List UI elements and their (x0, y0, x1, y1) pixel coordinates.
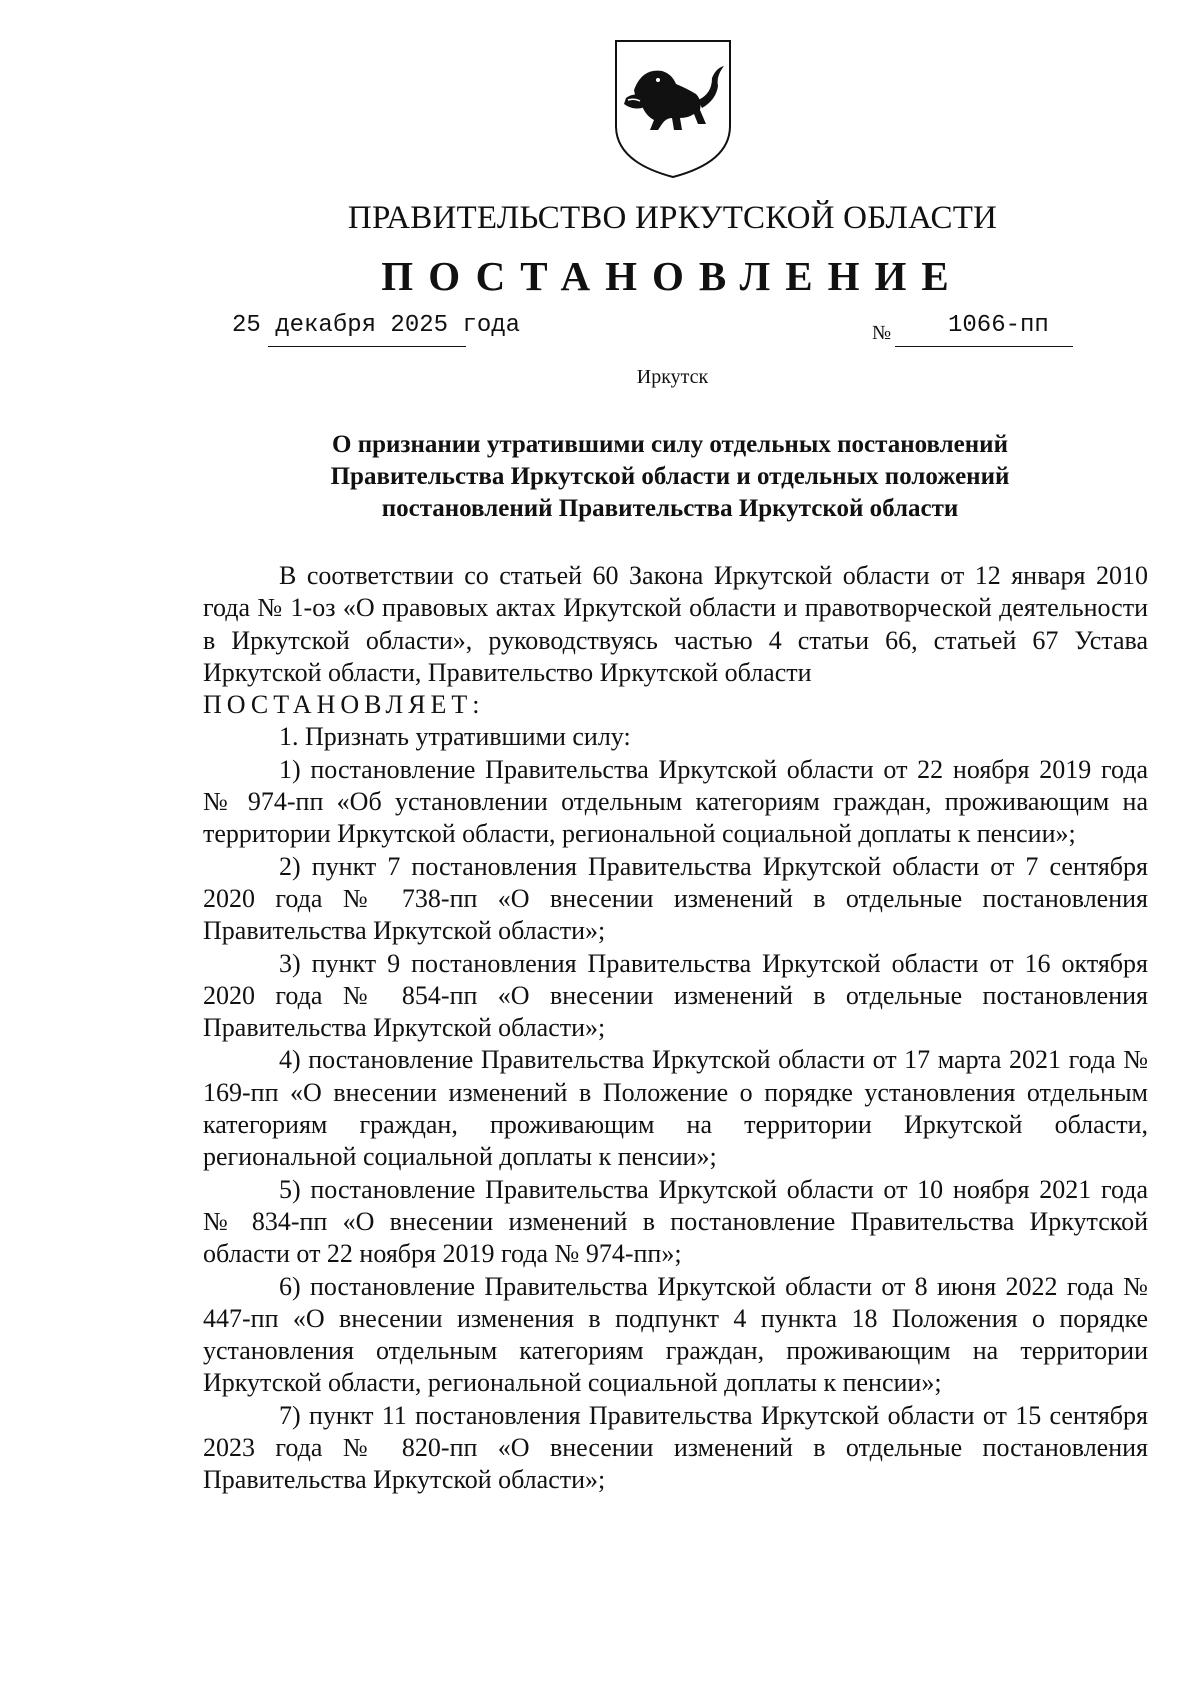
date-underline (268, 346, 466, 347)
document-body (203, 560, 1148, 1497)
document-number: 1066-пп (948, 312, 1049, 339)
subitem-5: 5) постановление Правительства Иркутской области от 10 ноября 2021 года № 834-пп «О внесении изменений в постановление Правительства Иркутской области от 22 ноября 2019 года № 974-пп»; (203, 1174, 1148, 1269)
document-date: 25 декабря 2025 года (232, 312, 521, 339)
subitem-3: 3) пункт 9 постановления Правительства Иркутской области от 16 октября 2020 года № 854-пп «О внесении изменений в отдельные постановления Правительства Иркутской области»; (203, 948, 1148, 1043)
irkutsk-coat-of-arms-icon (612, 38, 734, 180)
preamble-paragraph: В соответствии со статьей 60 Закона Иркутской области от 12 января 2010 года № 1-оз «О правовых актах Иркутской области и правотворческой деятельности в Иркутской области», руководствуясь частью 4 статьи 66, статьей 67 Устава Иркутской области, Правительство Иркутской области (203, 561, 1148, 687)
title-line: Правительства Иркутской области и отдельных положений (330, 463, 1010, 490)
subitem-2: 2) пункт 7 постановления Правительства Иркутской области от 7 сентября 2020 года № 738-пп «О внесении изменений в отдельные постановления Правительства Иркутской области»; (203, 851, 1148, 946)
title-line: О признании утратившими силу отдельных постановлений (332, 431, 1008, 458)
subitem-4: 4) постановление Правительства Иркутской области от 17 марта 2021 года № 169-пп «О внесении изменений в Положение о порядке установления отдельным категориям граждан, проживающим на территории Иркутской области, региональной социальной доплаты к пенсии»; (203, 1045, 1148, 1172)
document-title (240, 429, 1100, 525)
decree-word: ПОСТАНОВЛЯЕТ: (203, 690, 485, 720)
number-underline (895, 346, 1073, 347)
subitem-7: 7) пункт 11 постановления Правительства Иркутской области от 15 сентября 2023 года № 820-пп «О внесении изменений в отдельные постановления Правительства Иркутской области»; (203, 1400, 1148, 1495)
document-type: ПОСТАНОВЛЕНИЕ (381, 253, 964, 299)
date-number-row (0, 312, 1200, 352)
subitem-1: 1) постановление Правительства Иркутской области от 22 ноября 2019 года № 974-пп «Об установлении отдельным категориям граждан, проживающим на территории Иркутской области, региональной социальной доплаты к пенсии»; (203, 754, 1148, 849)
number-sign: № (872, 322, 892, 344)
city: Иркутск (636, 366, 709, 388)
title-line: постановлений Правительства Иркутской области (381, 495, 959, 522)
organization-name: ПРАВИТЕЛЬСТВО ИРКУТСКОЙ ОБЛАСТИ (347, 200, 998, 236)
item-1-heading: 1. Признать утратившими силу: (279, 722, 631, 752)
subitem-6: 6) постановление Правительства Иркутской области от 8 июня 2022 года № 447-пп «О внесении изменения в подпункт 4 пункта 18 Положения о порядке установления отдельным категориям граждан, проживающим на территории Иркутской области, региональной социальной доплаты к пенсии»; (203, 1271, 1148, 1398)
